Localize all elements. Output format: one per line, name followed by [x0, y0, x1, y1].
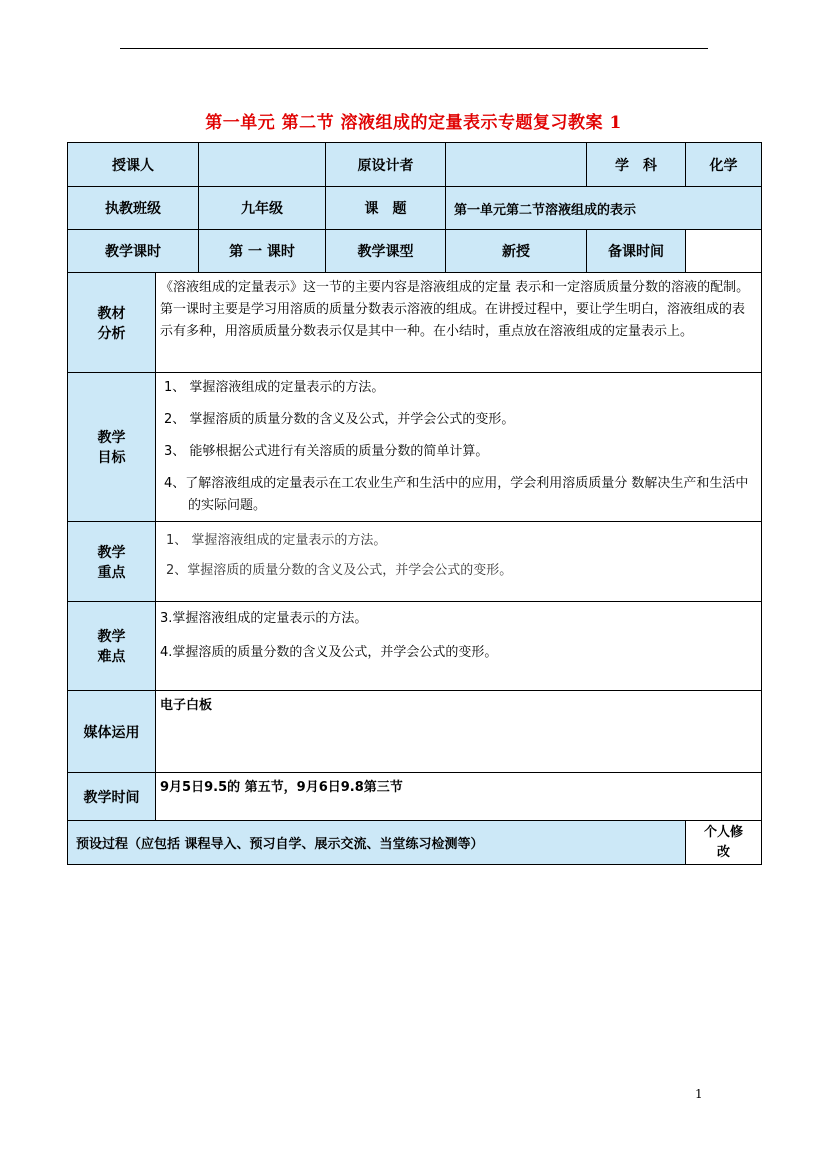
schedule-cell — [156, 773, 762, 821]
header-rule — [120, 48, 708, 49]
analysis-text-cell — [156, 273, 762, 373]
key-points-cell — [156, 522, 762, 602]
schedule-label: 教学时间 — [68, 773, 156, 821]
teacher-value — [199, 143, 326, 187]
objective-item: 4、了解溶液组成的定量表示在工农业生产和生活中的应用，学会利用溶质质量分 数解决生产和生活中的实际问题。 — [164, 476, 749, 513]
objective-item: 2、 掌握溶质的质量分数的含义及公式，并学会公式的变形。 — [164, 412, 515, 427]
schedule-value: 9月5日9.5的 第五节，9月6日9.8第三节 — [160, 780, 403, 795]
class-value: 九年级 — [199, 187, 326, 230]
type-value: 新授 — [446, 230, 587, 273]
analysis-label — [68, 273, 156, 373]
difficulties-cell — [156, 602, 762, 691]
key-points-label — [68, 522, 156, 602]
media-label: 媒体运用 — [68, 691, 156, 773]
difficulties-label-line1: 教学 — [97, 629, 126, 645]
type-label: 教学课型 — [326, 230, 446, 273]
difficulties-label — [68, 602, 156, 691]
topic-value: 第一单元第二节溶液组成的表示 — [446, 187, 762, 230]
period-label: 教学课时 — [68, 230, 199, 273]
class-label: 执教班级 — [68, 187, 199, 230]
key-points-label-line1: 教学 — [97, 544, 126, 561]
revision-label-line2: 改 — [716, 844, 730, 860]
difficulty-item: 3.掌握溶液组成的定量表示的方法。 — [160, 611, 368, 626]
objectives-cell — [156, 373, 762, 522]
analysis-text: 《溶液组成的定量表示》这一节的主要内容是溶液组成的定量 表示和一定溶质质量分数的溶液的配制。第一课时主要是学习用溶质的质量分数表示溶液的组成。在讲授过程中，要让学生明白，溶液组成的表示有多种，用溶质质量分数表示仅是其中一种。在小结时，重点放在溶液组成的定量表示上。 — [160, 280, 750, 339]
key-point-item: 2、掌握溶质的质量分数的含义及公式，并学会公式的变形。 — [166, 563, 513, 578]
key-points-label-line2: 重点 — [97, 564, 126, 581]
lesson-plan-table — [67, 142, 762, 865]
objective-item: 3、 能够根据公式进行有关溶质的质量分数的简单计算。 — [164, 444, 489, 459]
prep-label: 备课时间 — [587, 230, 686, 273]
analysis-label-line2: 分析 — [97, 325, 126, 342]
designer-label: 原设计者 — [326, 143, 446, 187]
difficulties-label-line2: 难点 — [97, 649, 126, 665]
objectives-label — [68, 373, 156, 522]
teacher-label: 授课人 — [68, 143, 199, 187]
period-value: 第 一 课时 — [199, 230, 326, 273]
key-point-item: 1、 掌握溶液组成的定量表示的方法。 — [166, 533, 387, 548]
page-number: 1 — [695, 1087, 703, 1101]
media-value: 电子白板 — [160, 698, 213, 713]
page-title: 第一单元 第二节 溶液组成的定量表示专题复习教案 1 — [205, 113, 622, 133]
process-label: 预设过程（应包括 课程导入、预习自学、展示交流、当堂练习检测等） — [68, 821, 686, 865]
prep-value — [686, 230, 762, 273]
subject-value: 化学 — [686, 143, 762, 187]
analysis-label-line1: 教材 — [97, 305, 126, 322]
topic-label: 课 题 — [326, 187, 446, 230]
revision-label-line1: 个人修 — [703, 824, 743, 840]
designer-value — [446, 143, 587, 187]
difficulty-item: 4.掌握溶质的质量分数的含义及公式，并学会公式的变形。 — [160, 645, 498, 660]
subject-label: 学 科 — [587, 143, 686, 187]
objectives-label-line2: 目标 — [97, 450, 126, 466]
revision-label — [686, 821, 762, 865]
objective-item: 1、 掌握溶液组成的定量表示的方法。 — [164, 380, 385, 395]
media-cell — [156, 691, 762, 773]
objectives-label-line1: 教学 — [97, 430, 126, 446]
